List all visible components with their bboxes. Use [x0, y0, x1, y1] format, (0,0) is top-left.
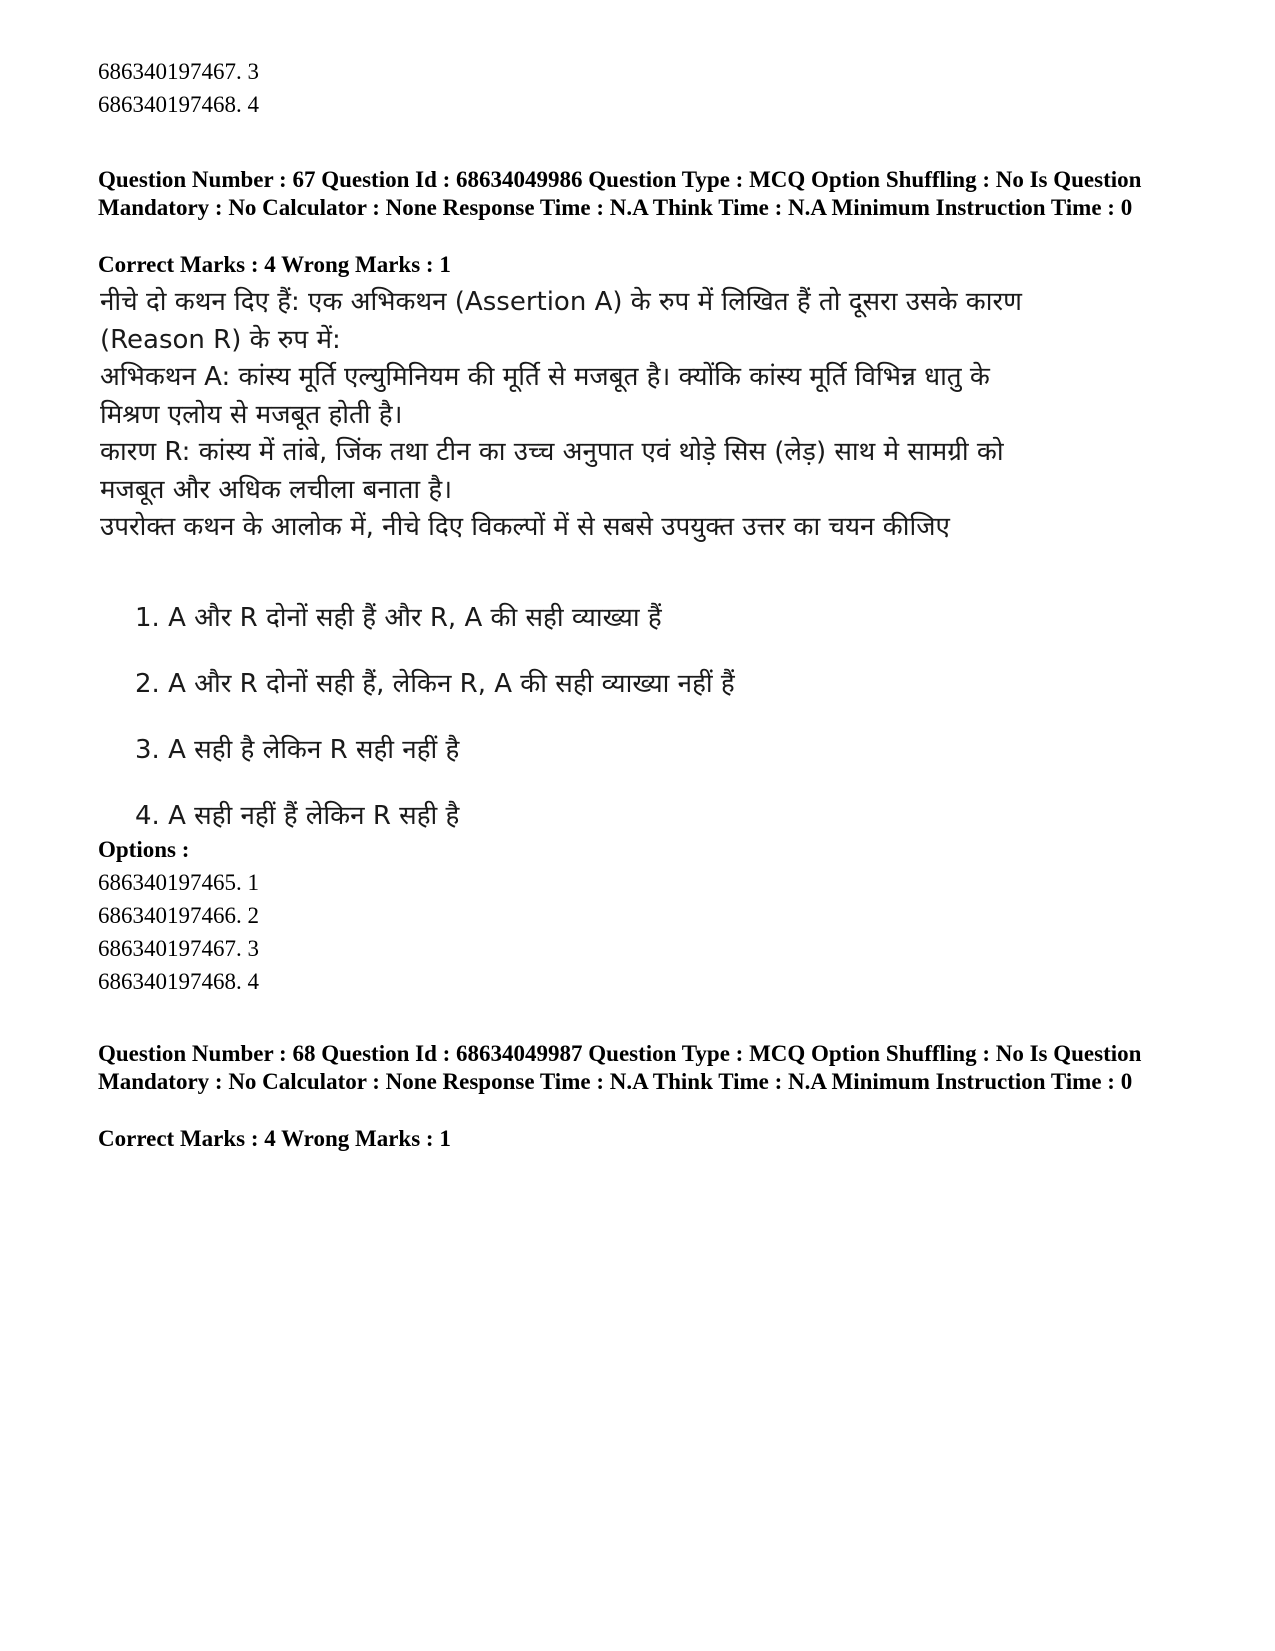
question-67-marks: Correct Marks : 4 Wrong Marks : 1: [98, 252, 451, 277]
question-68-marks: Correct Marks : 4 Wrong Marks : 1: [98, 1126, 451, 1151]
option-line: 686340197467. 3: [98, 59, 259, 84]
question-68-header: Question Number : 68 Question Id : 68634049987 Question Type : MCQ Option Shuffling : No Is Question Mandatory : No Calculator : None Response Time : N.A Think Time : N.A Minimum Instruction Time : 0: [98, 1041, 1142, 1094]
instruction-text: उपरोक्त कथन के आलोक में, नीचे दिए विकल्पों में से सबसे उपयुक्त उत्तर का चयन कीजिए: [100, 512, 950, 542]
choice-4: 4. A सही नहीं हैं लेकिन R सही है: [135, 801, 460, 831]
option-line: 686340197468. 4: [98, 92, 259, 117]
reason-text: कारण R: कांस्य में तांबे, जिंक तथा टीन का उच्च अनुपात एवं थोड़े सिस (लेड़) साथ मे सामग्री को मजबूत और अधिक लचीला बनाता है।: [100, 437, 1004, 505]
question-67-text: [100, 284, 1030, 547]
option-line: 686340197467. 3: [98, 936, 259, 961]
choice-3: 3. A सही है लेकिन R सही नहीं है: [135, 735, 460, 765]
statement-intro: नीचे दो कथन दिए हैं: एक अभिकथन (Assertion A) के रुप में लिखित हैं तो दूसरा उसके कारण (Reason R) के रुप में:: [100, 287, 1022, 355]
question-67-header: Question Number : 67 Question Id : 68634049986 Question Type : MCQ Option Shuffling : No Is Question Mandatory : No Calculator : None Response Time : N.A Think Time : N.A Minimum Instruction Time : 0: [98, 167, 1142, 220]
options-label: Options :: [98, 837, 190, 862]
option-line: 686340197466. 2: [98, 903, 259, 928]
option-line: 686340197468. 4: [98, 969, 259, 994]
option-line: 686340197465. 1: [98, 870, 259, 895]
choice-2: 2. A और R दोनों सही हैं, लेकिन R, A की सही व्याख्या नहीं हैं: [135, 669, 735, 699]
choice-1: 1. A और R दोनों सही हैं और R, A की सही व्याख्या हैं: [135, 603, 662, 633]
assertion-text: अभिकथन A: कांस्य मूर्ति एल्युमिनियम की मूर्ति से मजबूत है। क्योंकि कांस्य मूर्ति विभिन्न धातु के मिश्रण एलोय से मजबूत होती है।: [100, 362, 990, 430]
